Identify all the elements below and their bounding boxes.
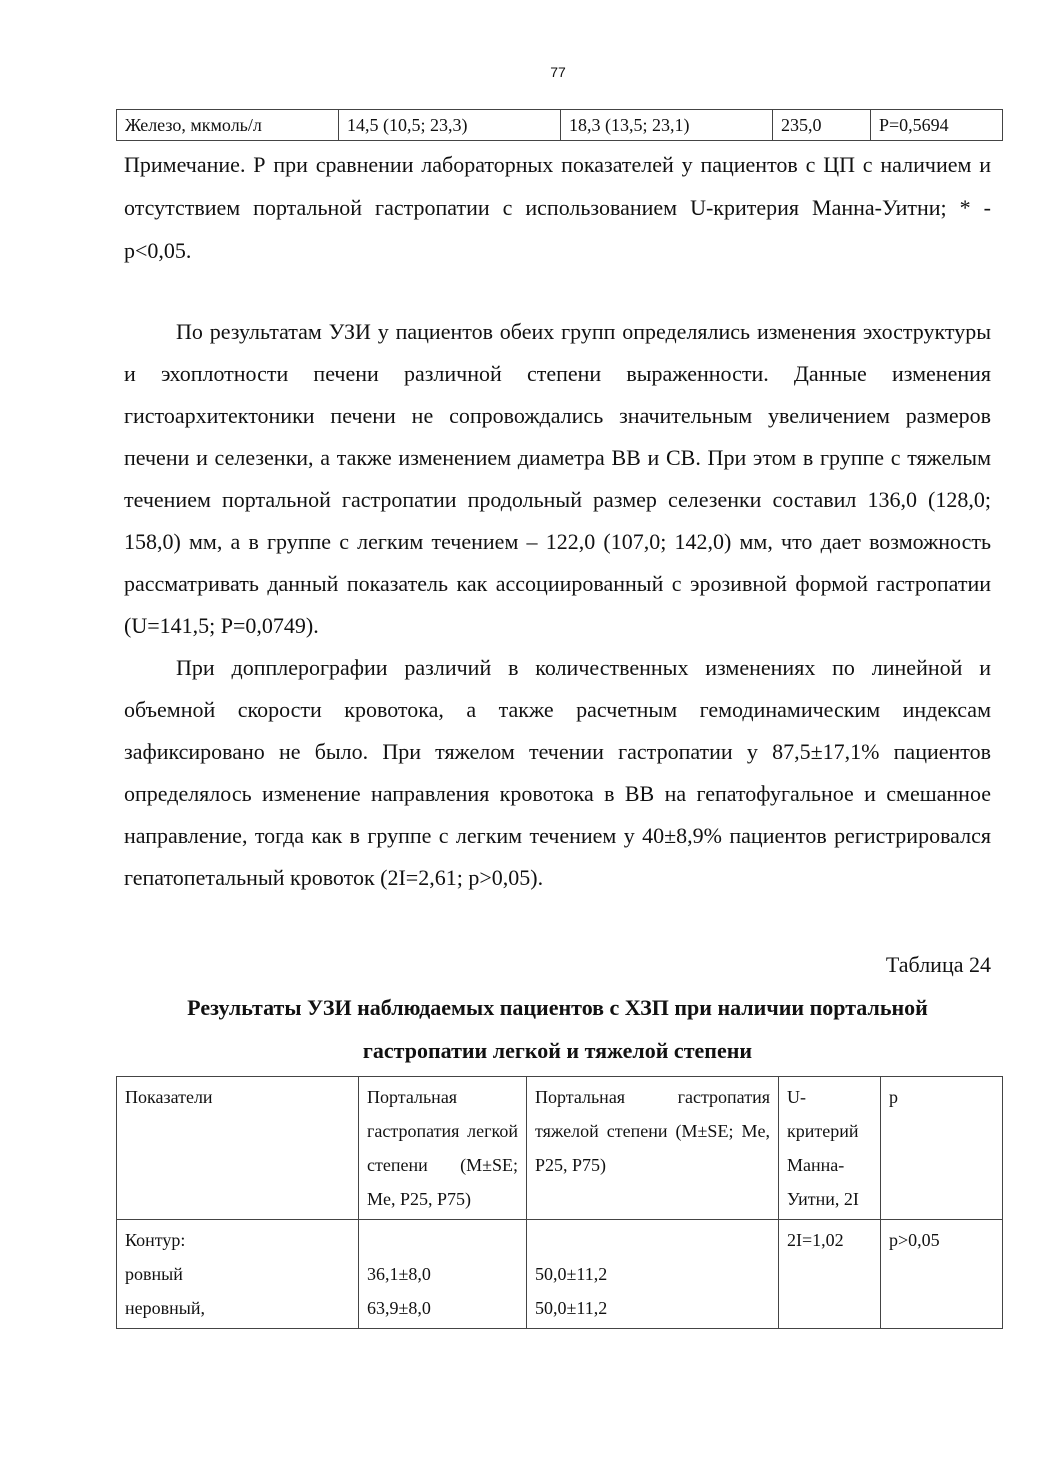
contour-mild-blank (367, 1223, 518, 1257)
contour-uneven-label: неровный, (125, 1298, 205, 1318)
page-number: 77 (550, 64, 566, 80)
contour-severe-cell (527, 1220, 779, 1329)
contour-p-cell: p>0,05 (881, 1220, 1003, 1329)
header-u-criterion: U-критерий Манна-Уитни, 2I (779, 1077, 881, 1220)
paragraph-doppler: При допплерографии различий в количественных изменениях по линейной и объемной скорости кровотока, а также расчетным гемодинамическим индексам зафиксировано не было. При тяжелом течении гастропатии у 87,5±17,1% пациентов определялось изменение направления кровотока в ВВ на гепатофугальное и смешанное направление, тогда как в группе с легким течением у 40±8,9% пациентов регистрировался гепатопетальный кровоток (2I=2,61; p>0,05). (124, 655, 991, 890)
contour-indicator-cell (117, 1220, 359, 1329)
contour-mild-cell (359, 1220, 527, 1329)
mild-value-cell: 14,5 (10,5; 23,3) (339, 110, 561, 141)
contour-severe-even: 50,0±11,2 (535, 1264, 608, 1284)
contour-label: Контур: (125, 1230, 186, 1250)
header-indicators: Показатели (117, 1077, 359, 1220)
header-p: р (881, 1077, 1003, 1220)
p-value-cell: P=0,5694 (871, 110, 1003, 141)
table-label: Таблица 24 (885, 952, 991, 977)
header-mild: Портальная гастропатия легкой степени (M±SE; Me, P25, P75) (359, 1077, 527, 1220)
iron-table (116, 109, 1003, 141)
ultrasound-results-table (116, 1076, 1003, 1329)
contour-mild-uneven: 63,9±8,0 (367, 1298, 431, 1318)
u-value-cell: 235,0 (773, 110, 871, 141)
severe-value-cell: 18,3 (13,5; 23,1) (561, 110, 773, 141)
table-title-line-1: Результаты УЗИ наблюдаемых пациентов с ХЗП при наличии портальной (187, 995, 928, 1020)
indicator-cell: Железо, мкмоль/л (117, 110, 339, 141)
contour-u-cell: 2I=1,02 (779, 1220, 881, 1329)
table-title-line-2: гастропатии легкой и тяжелой степени (362, 1038, 753, 1063)
header-severe: Портальная гастропатия тяжелой степени (M±SE; Me, P25, P75) (527, 1077, 779, 1220)
table-note: Примечание. Р при сравнении лабораторных показателей у пациентов с ЦП с наличием и отсутствием портальной гастропатии с использованием U-критерия Манна-Уитни; * - p<0,05. (124, 152, 991, 263)
table-row (117, 1220, 1003, 1329)
table-row (117, 110, 1003, 141)
table-title (124, 986, 991, 1072)
contour-severe-uneven: 50,0±11,2 (535, 1298, 608, 1318)
table-header-row (117, 1077, 1003, 1220)
contour-severe-blank (535, 1223, 770, 1257)
contour-mild-even: 36,1±8,0 (367, 1264, 431, 1284)
contour-even-label: ровный (125, 1264, 183, 1284)
paragraph-ultrasound: По результатам УЗИ у пациентов обеих групп определялись изменения эхоструктуры и эхоплотности печени различной степени выраженности. Данные изменения гистоархитектоники печени не сопровождались значительным увеличением размеров печени и селезенки, а также изменением диаметра ВВ и СВ. При этом в группе с тяжелым течением портальной гастропатии продольный размер селезенки составил 136,0 (128,0; 158,0) мм, а в группе с легким течением – 122,0 (107,0; 142,0) мм, что дает возможность рассматривать данный показатель как ассоциированный с эрозивной формой гастропатии (U=141,5; P=0,0749). (124, 319, 991, 638)
